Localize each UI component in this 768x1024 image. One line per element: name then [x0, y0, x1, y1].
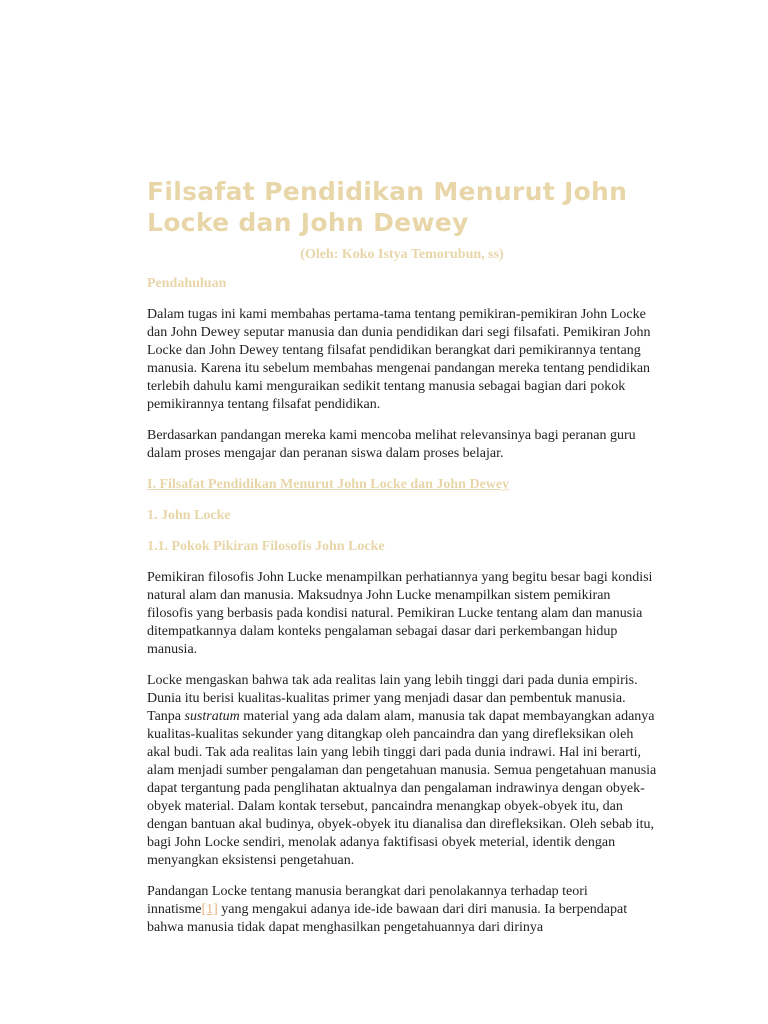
document-title: Filsafat Pendidikan Menurut John Locke dan John Dewey	[147, 177, 628, 237]
locke-p2-text-a: Locke mengaskan bahwa tak ada realitas lain yang lebih tinggi dari pada dunia empiris. Dunia itu berisi kualitas-kualitas primer yang menjadi dasar dan pembentuk manusia. Tanpa	[147, 673, 638, 724]
document-page	[147, 176, 657, 950]
heading-pendahuluan: Pendahuluan	[147, 276, 227, 291]
locke-paragraph-2	[147, 672, 657, 870]
heading-pokok-pikiran: 1.1. Pokok Pikiran Filosofis John Locke	[147, 539, 385, 554]
heading-john-locke: 1. John Locke	[147, 508, 231, 523]
locke-p2-italic-term: sustratum	[184, 709, 240, 724]
locke-paragraph-3	[147, 883, 657, 937]
section-1-heading-link[interactable]: I. Filsafat Pendidikan Menurut John Locke dan John Dewey	[147, 477, 510, 492]
locke-p2-text-b: material yang ada dalam alam, manusia tak dapat membayangkan adanya kualitas-kualitas sekunder yang ditangkap oleh pancaindra dan yang direfleksikan oleh akal budi. Tak ada realitas lain yang lebih tinggi dari pada dunia indrawi. Hal ini berarti, alam menjadi sumber pengalaman dan pengetahuan manusia. Semua pengetahuan manusia dapat tergantung pada penglihatan aktualnya dan pengalaman indrawinya dengan obyek-obyek material. Dalam kontak tersebut, pancaindra menangkap obyek-obyek itu, dan dengan bantuan akal budinya, obyek-obyek itu dianalisa dan direfleksikan. Oleh sebab itu, bagi John Locke sendiri, menolak adanya faktifisasi obyek meterial, identik dengan menyangkan eksistensi pengetahuan.	[147, 709, 657, 868]
intro-paragraph-1: Dalam tugas ini kami membahas pertama-tama tentang pemikiran-pemikiran John Locke dan John Dewey seputar manusia dan dunia pendidikan dari segi filsafati. Pemikiran John Locke dan John Dewey tentang filsafat pendidikan berangkat dari pemikirannya tentang manusia. Karena itu sebelum membahas mengenai pandangan mereka tentang pendidikan terlebih dahulu kami menguraikan sedikit tentang manusia sebagai bagian dari pokok pemikirannya tentang filsafat pendidikan.	[147, 307, 651, 412]
author-byline: (Oleh: Koko Istya Temorubun, ss)	[300, 247, 504, 262]
locke-p3-text-a: Pandangan Locke tentang manusia berangkat dari penolakannya terhadap teori innatisme	[147, 884, 588, 917]
locke-paragraph-1: Pemikiran filosofis John Lucke menampilkan perhatiannya yang begitu besar bagi kondisi natural alam dan manusia. Maksudnya John Lucke menampilkan sistem pemikiran filosofis yang berbasis pada kondisi natural. Pemikiran Lucke tentang alam dan manusia ditempatkannya dalam konteks pengalaman sebagai dasar dari perkembangan hidup manusia.	[147, 570, 653, 657]
footnote-ref-link[interactable]: [1]	[201, 902, 218, 917]
intro-paragraph-2: Berdasarkan pandangan mereka kami mencoba melihat relevansinya bagi peranan guru dalam proses mengajar dan peranan siswa dalam proses belajar.	[147, 428, 636, 461]
locke-p3-text-b: yang mengakui adanya ide-ide bawaan dari diri manusia. Ia berpendapat bahwa manusia tidak dapat menghasilkan pengetahuannya dari dirinya	[147, 902, 628, 935]
